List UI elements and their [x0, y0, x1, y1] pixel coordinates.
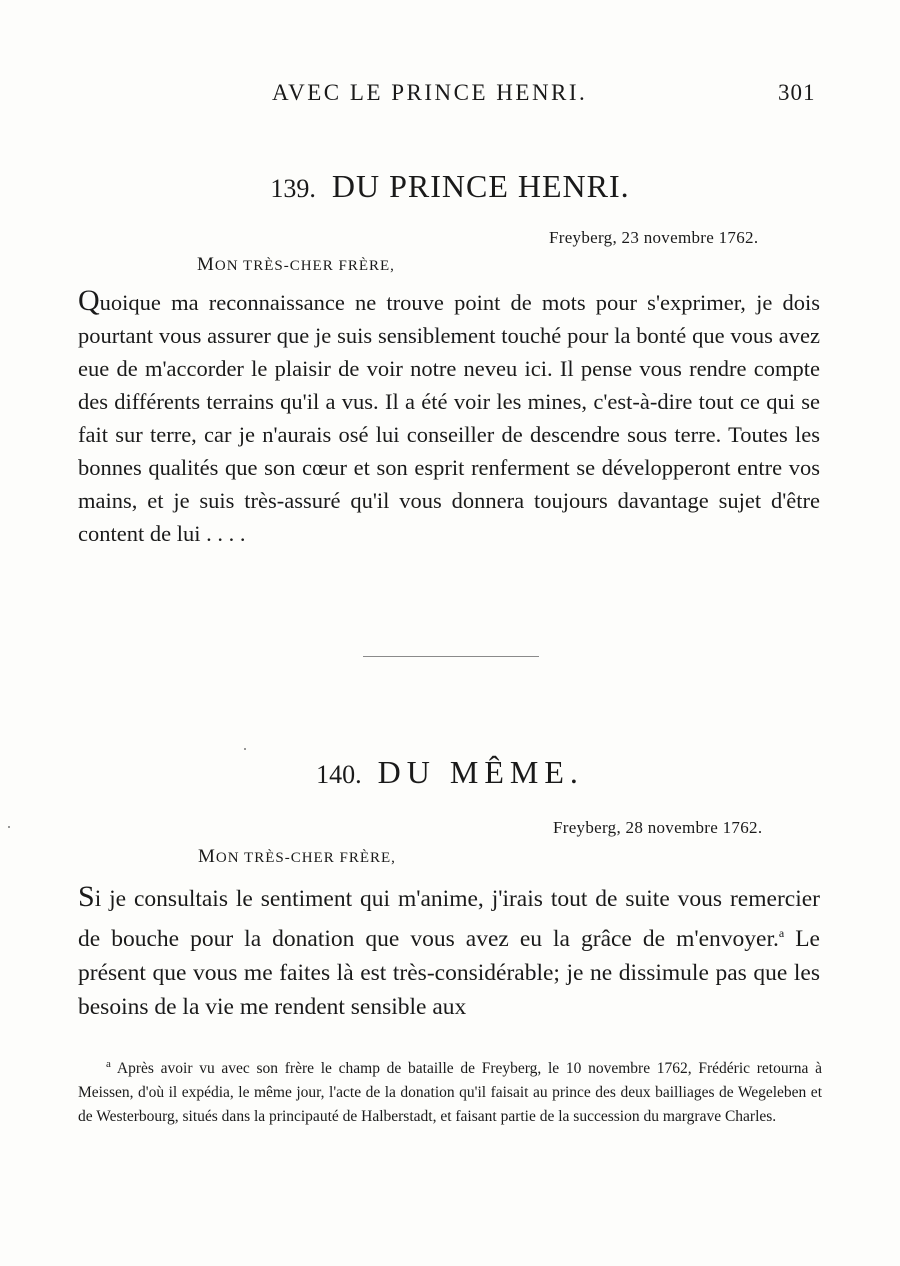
section-divider	[363, 656, 539, 657]
letter-139-heading	[0, 168, 900, 205]
letter-140-dateline: Freyberg, 28 novembre 1762.	[553, 818, 763, 837]
paper-speck	[244, 748, 246, 750]
salutation-rest: ON TRÈS-CHER FRÈRE,	[214, 258, 395, 274]
letter-139-title: DU PRINCE HENRI.	[331, 168, 630, 204]
letter-139-salutation	[197, 254, 395, 276]
salutation-rest: ON TRÈS-CHER FRÈRE,	[215, 850, 396, 866]
footnote-reference: a	[778, 926, 785, 940]
footnote-mark: a	[106, 1058, 111, 1070]
letter-140-heading	[0, 754, 900, 791]
letter-140-salutation	[198, 846, 396, 868]
letter-139-text: uoique ma reconnaissance ne trouve point de mots pour s'exprimer, je dois pourtant vous assurer que je suis sensiblement touché pour la bonté que vous avez eue de m'accorder le plaisir de voir notre neveu ici. Il pense vous rendre compte des différents terrains qu'il a vus. Il a été voir les mines, c'est-à-dire tout ce qui se fait sur terre, car je n'aurais osé lui conseiller de descendre sous terre. Toutes les bonnes qualités que son cœur et son esprit renferment se développeront entre vos mains, et je suis très-assuré qu'il vous donnera toujours davantage sujet d'être content de lui . . . .	[78, 290, 820, 546]
letter-140-text-part1: i je consultais le sentiment qui m'anime, j'irais tout de suite vous remercier de bouche pour la donation que vous avez eu la grâce de m'envoyer.	[78, 886, 820, 952]
running-title: AVEC LE PRINCE HENRI.	[272, 80, 588, 105]
letter-139-number: 139.	[270, 174, 316, 203]
letter-140-number: 140.	[316, 760, 362, 789]
letter-140-dropcap: S	[78, 880, 95, 913]
letter-139-body	[78, 284, 820, 550]
letter-139-dropcap: Q	[78, 284, 100, 317]
salutation-initial: M	[197, 254, 215, 275]
salutation-initial: M	[198, 846, 216, 867]
letter-140-title: DU MÊME.	[377, 754, 584, 790]
footnote-text: Après avoir vu avec son frère le champ de bataille de Freyberg, le 10 novembre 1762, Frédéric retourna à Meissen, d'où il expédia, le même jour, l'acte de la donation qu'il faisait au prince des deux bailliages de Wegeleben et de Westerbourg, situés dans la principauté de Halberstadt, et faisant partie de la succession du margrave Charles.	[78, 1060, 822, 1126]
letter-140-text-part2: Le présent que vous me faites là est très-considérable; je ne dissimule pas que les besoins de la vie me rendent sensible aux	[78, 925, 820, 1020]
letter-140-body	[78, 880, 820, 1024]
paper-speck	[8, 826, 10, 828]
running-head	[0, 80, 900, 110]
letter-139-dateline: Freyberg, 23 novembre 1762.	[549, 228, 759, 247]
page-number: 301	[778, 80, 816, 105]
footnote	[78, 1052, 822, 1129]
